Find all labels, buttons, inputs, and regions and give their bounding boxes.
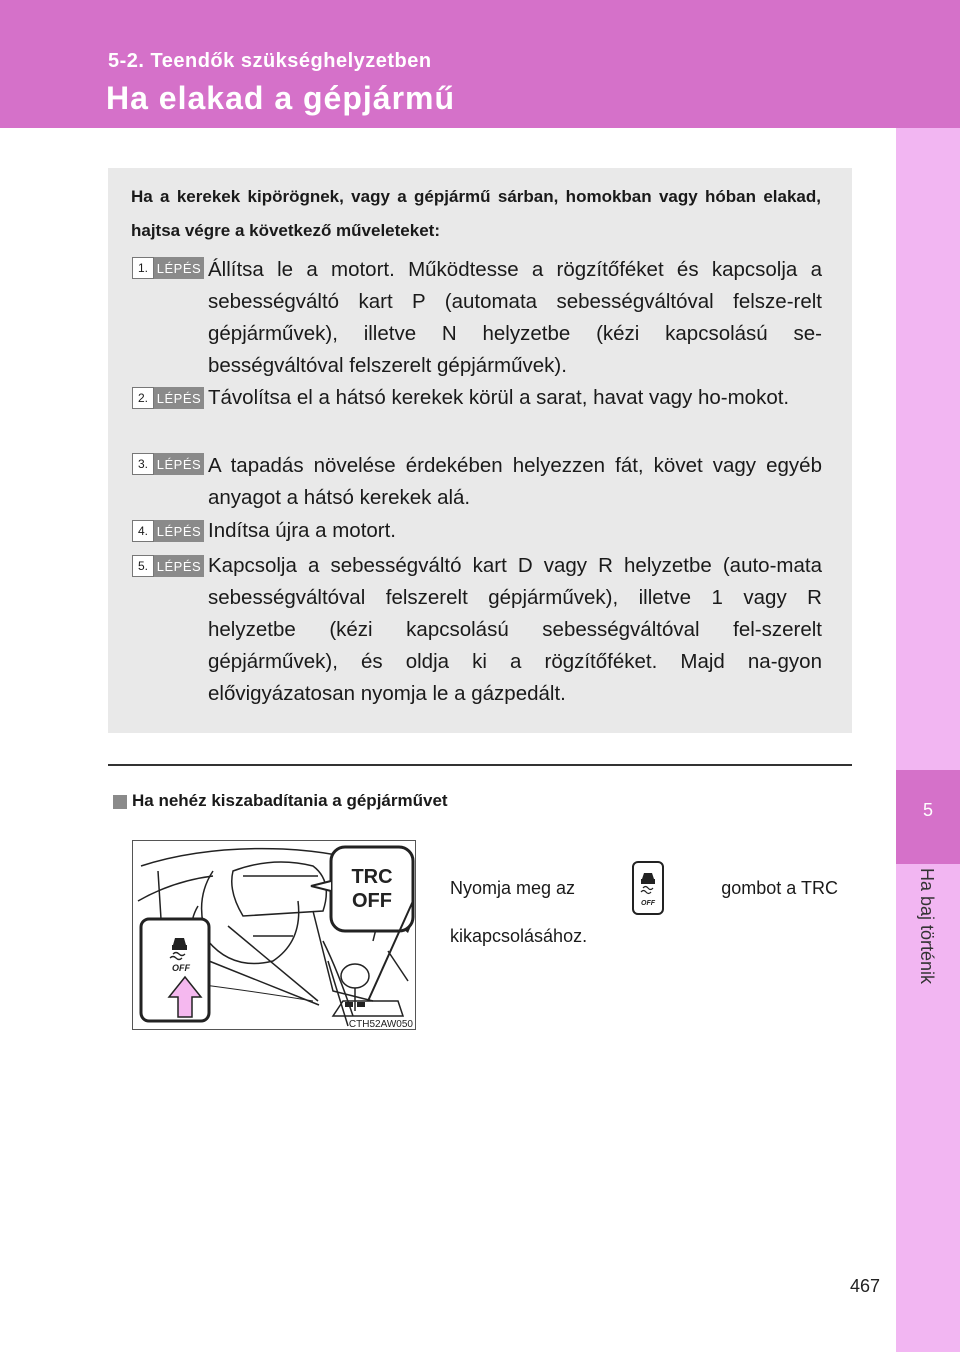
step-label: LÉPÉS — [154, 257, 204, 279]
section-divider — [108, 764, 852, 766]
dashboard-drawing — [133, 841, 416, 1030]
step-badge-4 — [132, 520, 204, 542]
step-number: 2. — [132, 387, 154, 409]
page-title: Ha elakad a gépjármű — [106, 80, 456, 116]
note-part3: kikapcsolásához. — [450, 926, 588, 946]
trc-off-button-icon — [631, 860, 665, 916]
note-part1: Nyomja meg az — [450, 878, 576, 898]
trc-off-callout — [331, 847, 413, 931]
step-text-5: Kapcsolja a sebességváltó kart D vagy R helyzetbe (auto-mata sebességváltóval felszerelt gépjárművek), illetve 1 vagy R helyzetbe (kézi kapcsolású sebességváltóval fel-szerelt gépjárművek), és oldja ki a rögzítőféket. Majd na-gyon elővigyázatosan nyomja le a gázpedált. — [208, 554, 822, 705]
svg-text:OFF: OFF — [641, 900, 656, 907]
step-badge-1 — [132, 257, 204, 279]
trc-button-location-marker — [345, 1002, 353, 1007]
bullet-square-icon — [113, 795, 127, 809]
side-tab-label: Ha baj történik — [917, 868, 937, 985]
callout-trc-text: TRC — [351, 866, 393, 888]
step-number: 3. — [132, 453, 154, 475]
side-tab — [896, 128, 960, 1352]
step-number: 1. — [132, 257, 154, 279]
step-text-2: Távolítsa el a hátsó kerekek körül a sarat, havat vagy ho-mokot. — [208, 386, 790, 409]
step-badge-3 — [132, 453, 204, 475]
step-label: LÉPÉS — [154, 555, 204, 577]
step-text-3: A tapadás növelése érdekében helyezzen fát, követ vagy egyéb anyagot a hátsó kerekek alá. — [208, 454, 822, 509]
step-number: 5. — [132, 555, 154, 577]
step-label: LÉPÉS — [154, 520, 204, 542]
console-switch-marker — [357, 1002, 365, 1007]
dashboard-illustration — [132, 840, 416, 1030]
image-code: CTH52AW050 — [348, 1019, 413, 1030]
step-number: 4. — [132, 520, 154, 542]
button-off-text: OFF — [172, 963, 190, 973]
step-label: LÉPÉS — [154, 453, 204, 475]
step-badge-5 — [132, 555, 204, 577]
trc-note — [450, 860, 838, 956]
side-tab-number: 5 — [922, 800, 933, 820]
page-number: 467 — [850, 1276, 881, 1296]
note-part2: gombot a TRC — [721, 878, 838, 898]
intro-text: Ha a kerekek kipörögnek, vagy a gépjármű sárban, homokban vagy hóban elakad, hajtsa végre a következő műveleteket: — [131, 187, 821, 240]
step-label: LÉPÉS — [154, 387, 204, 409]
step-text-4: Indítsa újra a motort. — [208, 519, 397, 542]
step-badge-2 — [132, 387, 204, 409]
step-text-1: Állítsa le a motort. Működtesse a rögzítőféket és kapcsolja a sebességváltó kart P (automata sebességváltóval felsze-relt gépjárművek), illetve N helyzetbe (kézi kapcsolású se-bességváltóval felszerelt gépjárművek). — [208, 258, 822, 377]
callout-off-text: OFF — [352, 890, 392, 912]
subheading: Ha nehéz kiszabadítania a gépjárművet — [132, 791, 448, 810]
section-heading: 5-2. Teendők szükséghelyzetben — [108, 50, 432, 72]
